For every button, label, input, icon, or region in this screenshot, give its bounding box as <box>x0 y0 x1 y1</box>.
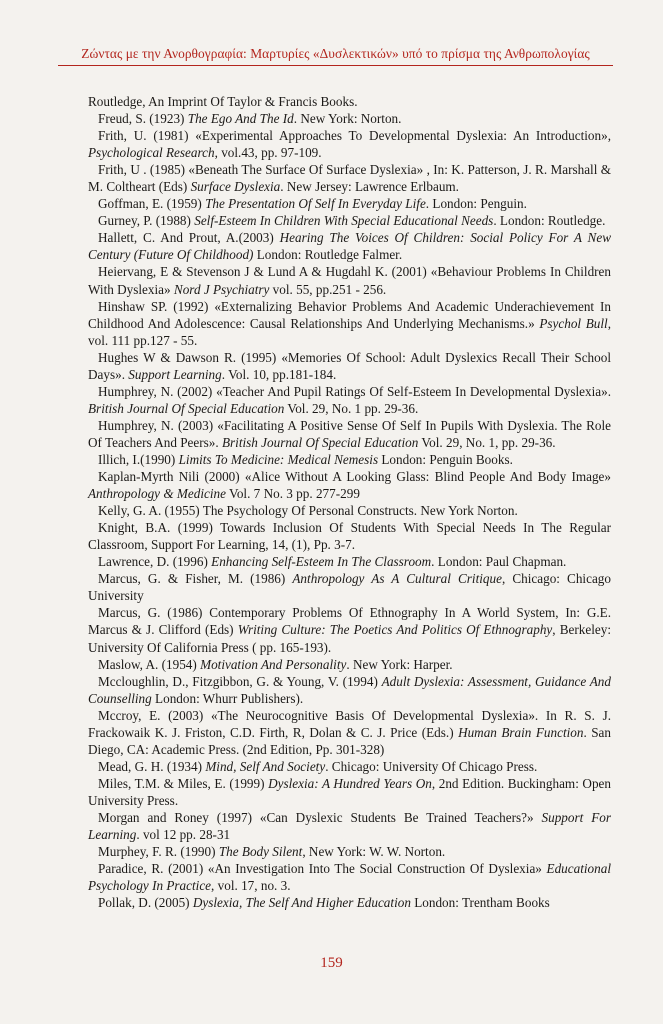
reference-entry <box>88 656 611 673</box>
reference-entry <box>88 894 611 911</box>
reference-title-italic: The Ego And The Id <box>187 111 294 127</box>
reference-text: , New York: W. W. Norton. <box>302 844 446 860</box>
reference-title-italic: Motivation And Personality <box>200 656 347 672</box>
reference-title-italic: Dyslexia: A Hundred Years On <box>268 775 432 791</box>
header-rule <box>58 65 613 66</box>
reference-text: . New York: Norton. <box>293 111 402 127</box>
reference-text: Mccroy, E. (2003) «The Neurocognitive Basis Of Developmental Dyslexia». In R. S. J. Frackowaik K. J. Friston, C.D. Firth, R, Dolan & C. J. Price (Eds.) <box>88 707 611 740</box>
reference-text: Freud, S. (1923) <box>98 111 188 127</box>
reference-entry <box>88 229 611 263</box>
reference-text: . London: Paul Chapman. <box>431 554 567 570</box>
running-header: Ζώντας με την Ανορθογραφία: Μαρτυρίες «Δυσλεκτικών» υπό το πρίσμα της Ανθρωπολογίας <box>81 46 590 61</box>
reference-entry <box>88 604 611 655</box>
reference-text: . London: Penguin. <box>425 196 527 212</box>
reference-title-italic: The Presentation Of Self In Everyday Life <box>205 196 426 212</box>
reference-text: Frith, U . (1985) «Beneath The Surface Of Surface Dyslexia» , In: K. Patterson, J. R. Marshall & M. Coltheart (Eds) <box>88 162 611 195</box>
reference-text: Hughes W & Dawson R. (1995) «Memories Of School: Adult Dyslexics Recall Their School Days». <box>88 349 611 382</box>
reference-text: Paradice, R. (2001) «An Investigation Into The Social Construction Of Dyslexia» <box>98 861 547 877</box>
reference-text: , vol. 111 pp.127 - 55. <box>88 315 611 348</box>
reference-title-italic: British Journal Of Special Education <box>88 400 285 416</box>
reference-text: Vol. 29, No. 1 pp. 29-36. <box>284 400 419 416</box>
reference-entry <box>88 860 611 894</box>
reference-entry <box>88 673 611 707</box>
reference-text: Frith, U. (1981) «Experimental Approaches To Developmental Dyslexia: An Introduction», <box>98 128 611 144</box>
reference-title-italic: Hearing The Voices Of Children: Social Policy For A New Century (Future Of Childhood) <box>88 230 612 263</box>
reference-text: . London: Routledge. <box>493 213 606 229</box>
reference-title-italic: Surface Dyslexia <box>190 179 281 195</box>
reference-text: vol. 55, pp.251 - 256. <box>269 281 387 297</box>
reference-title-italic: Self-Esteem In Children With Special Educational Needs <box>194 213 494 229</box>
reference-entry <box>88 843 611 860</box>
reference-text: London: Penguin Books. <box>378 451 513 467</box>
reference-entry <box>88 263 611 297</box>
reference-text: . Chicago: University Of Chicago Press. <box>325 758 538 774</box>
reference-entry <box>88 519 611 553</box>
reference-entry <box>88 349 611 383</box>
reference-text: Maslow, A. (1954) <box>98 656 201 672</box>
reference-title-italic: Writing Culture: The Poetics And Politics Of Ethnography <box>237 622 553 638</box>
reference-entry <box>88 93 611 110</box>
reference-title-italic: Dyslexia, The Self And Higher Education <box>192 895 411 911</box>
reference-text: , Berkeley: University Of California Press ( pp. 165-193). <box>88 622 611 655</box>
reference-list <box>88 93 611 911</box>
reference-entry <box>88 570 611 604</box>
reference-text: , vol.43, pp. 97-109. <box>214 145 322 161</box>
reference-title-italic: Adult Dyslexia: Assessment, Guidance And Counselling <box>88 673 611 706</box>
reference-title-italic: Psychol Bull <box>539 315 608 331</box>
reference-title-italic: Psychological Research <box>88 145 215 161</box>
reference-entry <box>88 809 611 843</box>
reference-title-italic: Human Brain Function <box>458 724 584 740</box>
reference-title-italic: Educational Psychology In Practice <box>88 861 611 894</box>
reference-text: Marcus, G. & Fisher, M. (1986) <box>98 571 293 587</box>
reference-text: Miles, T.M. & Miles, E. (1999) <box>98 775 269 791</box>
reference-text: London: Trentham Books <box>410 895 550 911</box>
reference-entry <box>88 383 611 417</box>
reference-title-italic: Enhancing Self-Esteem In The Classroom <box>211 554 432 570</box>
reference-title-italic: Mind, Self And Society <box>205 758 326 774</box>
reference-text: Mccloughlin, D., Fitzgibbon, G. & Young, V. (1994) <box>98 673 382 689</box>
reference-title-italic: Support Learning <box>128 366 222 382</box>
reference-text: Morgan and Roney (1997) «Can Dyslexic Students Be Trained Teachers?» <box>98 809 542 825</box>
reference-text: . Vol. 10, pp.181-184. <box>221 366 337 382</box>
reference-entry <box>88 298 611 349</box>
reference-text: Lawrence, D. (1996) <box>98 554 212 570</box>
reference-text: Gurney, P. (1988) <box>98 213 195 229</box>
reference-text: Routledge, An Imprint Of Taylor & Francis Books. <box>88 94 358 109</box>
reference-text: Kaplan-Myrth Nili (2000) «Alice Without A Looking Glass: Blind People And Body Image» <box>98 469 611 485</box>
reference-text: London: Whurr Publishers). <box>151 690 304 706</box>
reference-title-italic: Anthropology As A Cultural Critique <box>292 571 502 587</box>
reference-entry <box>88 195 611 212</box>
reference-entry <box>88 127 611 161</box>
reference-entry <box>88 758 611 775</box>
page-number: 159 <box>320 955 343 971</box>
reference-text: . vol 12 pp. 28-31 <box>136 827 231 843</box>
reference-entry <box>88 451 611 468</box>
reference-text: Hallett, C. And Prout, A.(2003) <box>98 230 280 246</box>
reference-text: Knight, B.A. (1999) Towards Inclusion Of Students With Special Needs In The Regular Classroom, Support For Learning, 14, (1), Pp. 3-7. <box>88 520 611 553</box>
reference-text: Pollak, D. (2005) <box>98 895 193 911</box>
reference-title-italic: Support For Learning <box>88 809 611 843</box>
reference-text: Heiervang, E & Stevenson J & Lund A & Hugdahl K. (2001) «Behaviour Problems In Children With Dyslexia» <box>88 264 611 297</box>
reference-title-italic: British Journal Of Special Education <box>221 434 419 450</box>
reference-entry <box>88 110 611 127</box>
reference-text: , Chicago: Chicago University <box>88 571 611 604</box>
reference-text: Humphrey, N. (2003) «Facilitating A Positive Sense Of Self In Pupils With Dyslexia. The Role Of Teachers And Peers». <box>88 417 611 450</box>
reference-entry <box>88 417 611 451</box>
reference-text: Murphey, F. R. (1990) <box>98 844 219 860</box>
reference-entry <box>88 707 611 758</box>
reference-text: . New York: Harper. <box>346 656 453 672</box>
reference-text: Kelly, G. A. (1955) The Psychology Of Personal Constructs. New York Norton. <box>98 503 518 519</box>
reference-entry <box>88 775 611 809</box>
reference-text: Vol. 29, No. 1, pp. 29-36. <box>418 434 556 450</box>
reference-title-italic: Anthropology & Medicine <box>88 486 226 502</box>
reference-text: Vol. 7 No. 3 pp. 277-299 <box>225 486 360 502</box>
reference-text: Hinshaw SP. (1992) «Externalizing Behavior Problems And Academic Underachievement In Childhood And Adolescence: Causal Relationships And Underlying Mechanisms.» <box>88 298 611 331</box>
reference-text: . San Diego, CA: Academic Press. (2nd Edition, Pp. 301-328) <box>88 724 612 757</box>
reference-entry <box>88 468 611 502</box>
reference-text: . New Jersey: Lawrence Erlbaum. <box>280 179 459 195</box>
reference-entry <box>88 502 611 519</box>
reference-text: London: Routledge Falmer. <box>253 247 403 263</box>
reference-text: Marcus, G. (1986) Contemporary Problems Of Ethnography In A World System, In: G.E. Marcus & J. Clifford (Eds) <box>88 605 611 638</box>
reference-title-italic: Limits To Medicine: Medical Nemesis <box>178 451 379 467</box>
reference-text: Goffman, E. (1959) <box>98 196 206 212</box>
reference-entry <box>88 161 611 195</box>
reference-entry <box>88 553 611 570</box>
reference-title-italic: The Body Silent <box>218 844 303 860</box>
reference-text: Illich, I.(1990) <box>98 451 179 467</box>
reference-text: Mead, G. H. (1934) <box>98 758 206 774</box>
reference-text: , 2nd Edition. Buckingham: Open University Press. <box>88 775 612 808</box>
reference-text: Humphrey, N. (2002) «Teacher And Pupil Ratings Of Self-Esteem In Developmental Dyslexia». <box>98 383 611 399</box>
reference-entry <box>88 212 611 229</box>
reference-text: , vol. 17, no. 3. <box>211 878 291 894</box>
reference-title-italic: Nord J Psychiatry <box>173 281 270 297</box>
